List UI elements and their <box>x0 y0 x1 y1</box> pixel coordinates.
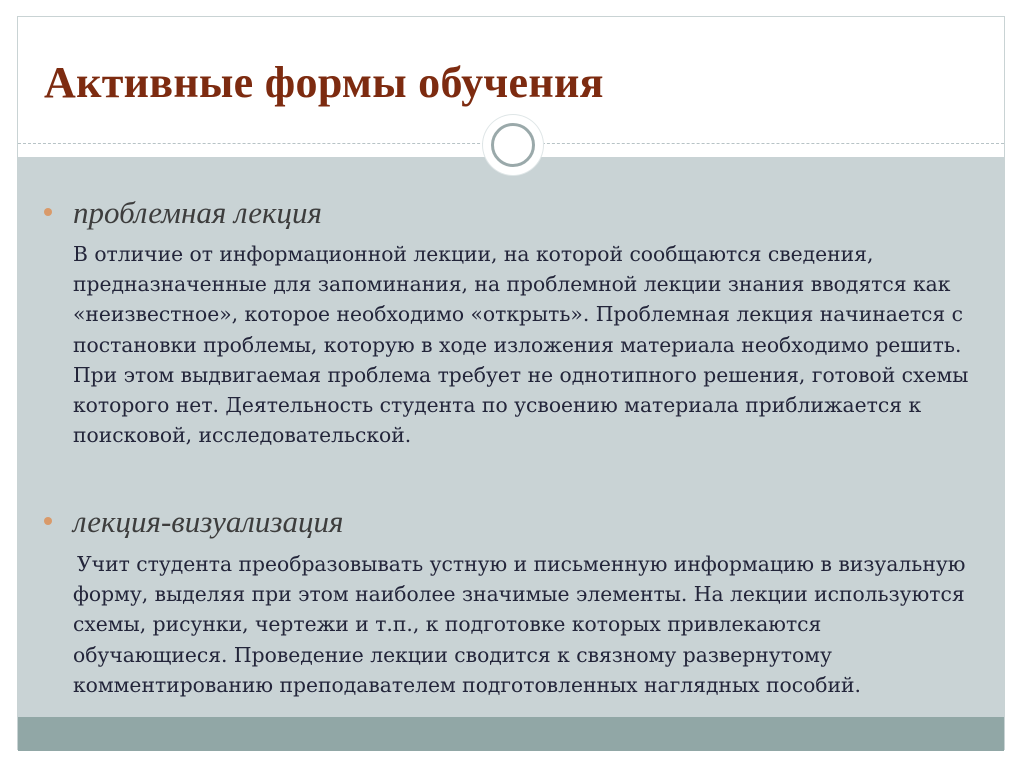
bullet-heading: проблемная лекция <box>73 195 322 230</box>
bullet-dot-icon <box>44 517 52 525</box>
bullet-heading: лекция-визуализация <box>73 504 344 539</box>
bullet-dot-icon <box>44 208 52 216</box>
slide-title: Активные формы обучения <box>44 58 604 107</box>
content-area <box>18 157 1004 717</box>
bullet-body: Учит студента преобразовывать устную и письменную информацию в визуальную форму, выделяя при этом наиболее значимые элементы. На лекции используются схемы, рисунки, чертежи и т.п., к подготовке которых привлекаются обучающиеся. Проведение лекции сводится к связному развернутому комментированию преподавателем подготовленных наглядных пособий. <box>73 552 966 697</box>
footer-band <box>18 717 1004 751</box>
ring-ornament-icon <box>483 115 543 175</box>
slide <box>17 16 1005 750</box>
bullet-body: В отличие от информационной лекции, на которой сообщаются сведения, предназначенные для запоминания, на проблемной лекции знания вводятся как «неизвестное», которое необходимо «открыть». Проблемная лекция начинается с постановки проблемы, которую в ходе изложения материала необходимо решить. При этом выдвигаемая проблема требует не однотипного решения, готовой схемы которого нет. Деятельность студента по усвоению материала приближается к поисковой, исследовательской. <box>73 242 969 448</box>
